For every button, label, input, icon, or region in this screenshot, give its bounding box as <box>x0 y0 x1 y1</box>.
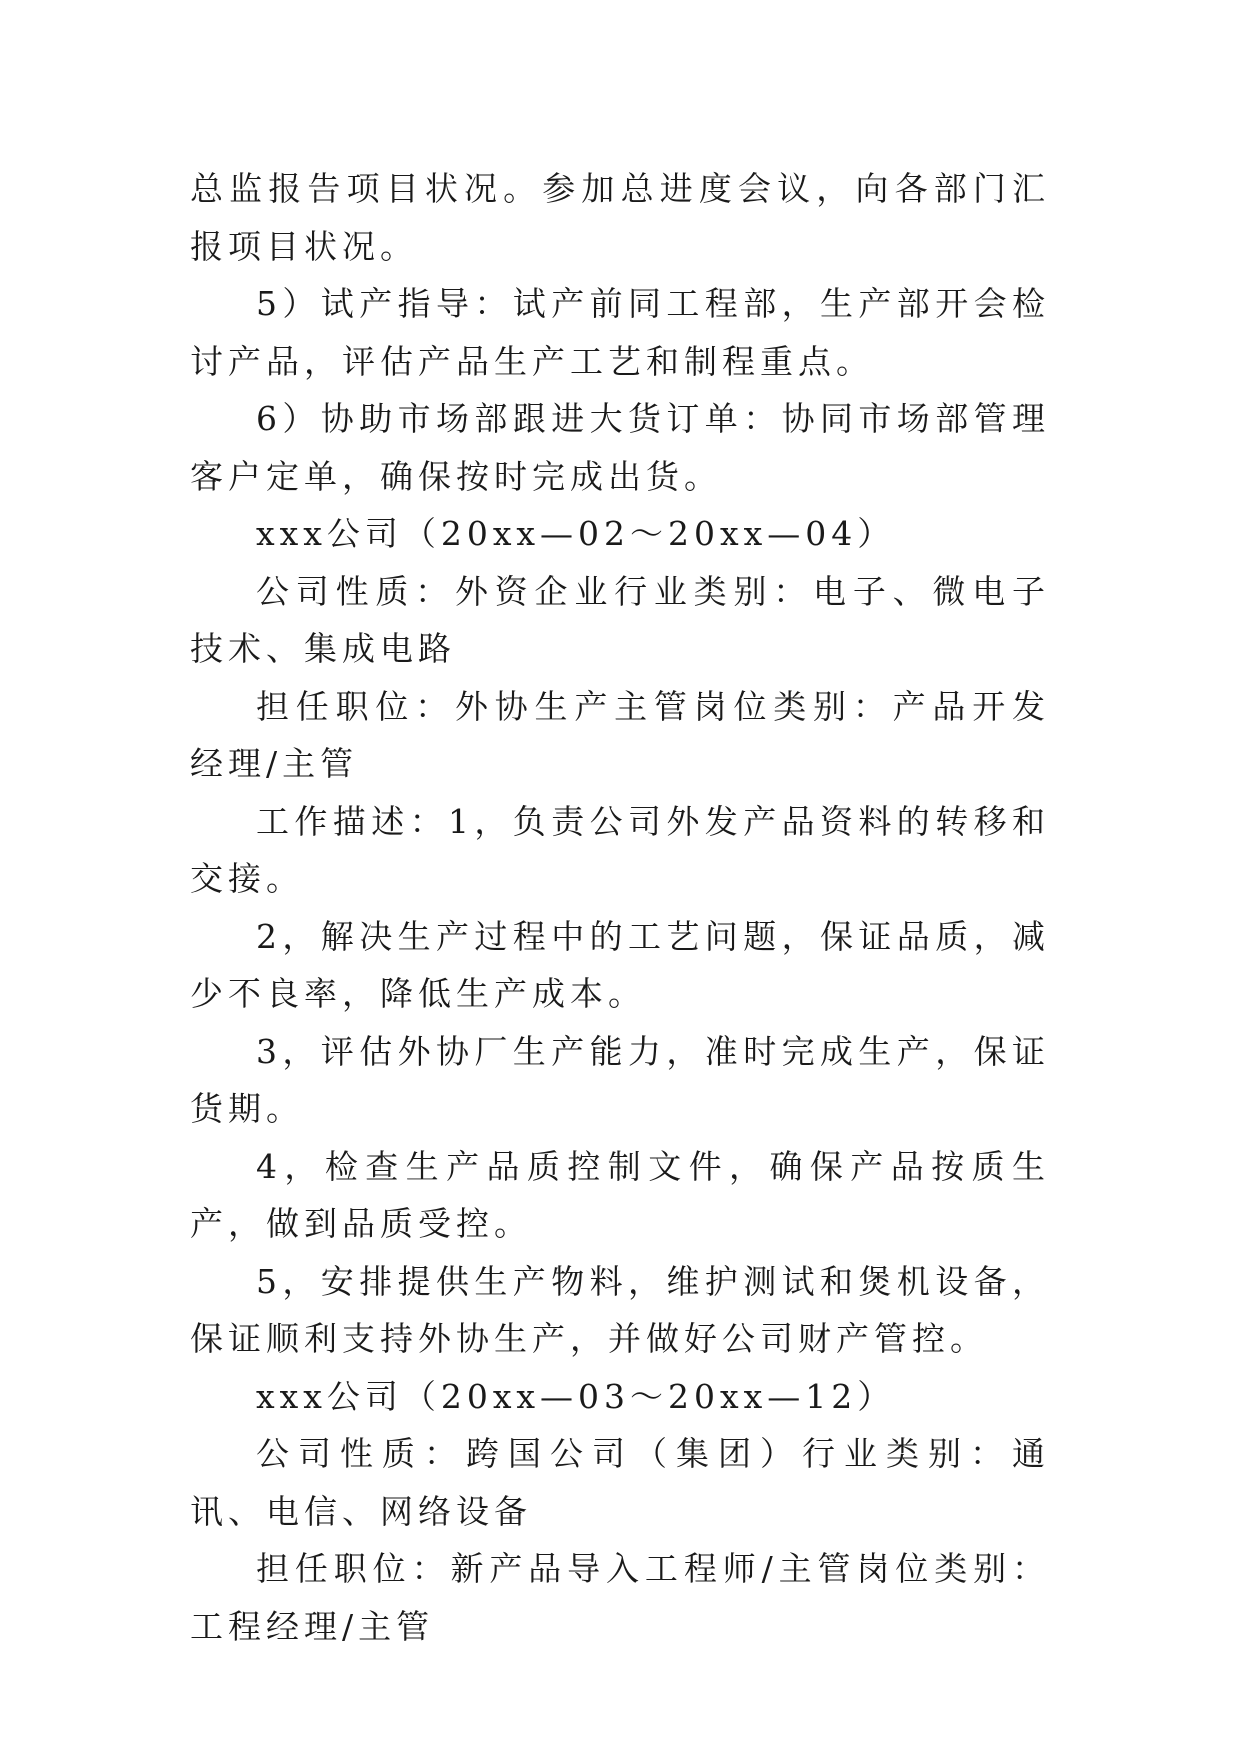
job-description-item-4: 4，检查生产品质控制文件，确保产品按质生产，做到品质受控。 <box>190 1146 1050 1243</box>
company-heading-2: xxx公司（20xx—03～20xx—12） <box>256 1376 896 1416</box>
paragraph-trial-production: 5）试产指导：试产前同工程部，生产部开会检讨产品，评估产品生产工艺和制程重点。 <box>190 284 1050 381</box>
job-description-item-5: 5，安排提供生产物料，维护测试和煲机设备，保证顺利支持外协生产，并做好公司财产管控。 <box>190 1261 1050 1358</box>
paragraph-project-report-continuation: 总监报告项目状况。参加总进度会议，向各部门汇报项目状况。 <box>190 169 1050 266</box>
job-description-item-2: 2，解决生产过程中的工艺问题，保证品质，减少不良率，降低生产成本。 <box>190 916 1050 1013</box>
document-body <box>190 160 1050 1655</box>
paragraph-bulk-orders: 6）协助市场部跟进大货订单：协同市场部管理客户定单，确保按时完成出货。 <box>190 399 1050 496</box>
company-heading-1: xxx公司（20xx—02～20xx—04） <box>256 514 896 553</box>
position-2: 担任职位：新产品导入工程师/主管岗位类别：工程经理/主管 <box>190 1549 1050 1646</box>
job-description-item-1: 工作描述：1，负责公司外发产品资料的转移和交接。 <box>190 801 1050 898</box>
job-description-item-3: 3，评估外协厂生产能力，准时完成生产，保证货期。 <box>190 1031 1050 1128</box>
company-nature-2: 公司性质：跨国公司（集团）行业类别：通讯、电信、网络设备 <box>190 1434 1050 1531</box>
position-1: 担任职位：外协生产主管岗位类别：产品开发经理/主管 <box>190 686 1050 783</box>
company-nature-1: 公司性质：外资企业行业类别：电子、微电子技术、集成电路 <box>190 571 1050 668</box>
